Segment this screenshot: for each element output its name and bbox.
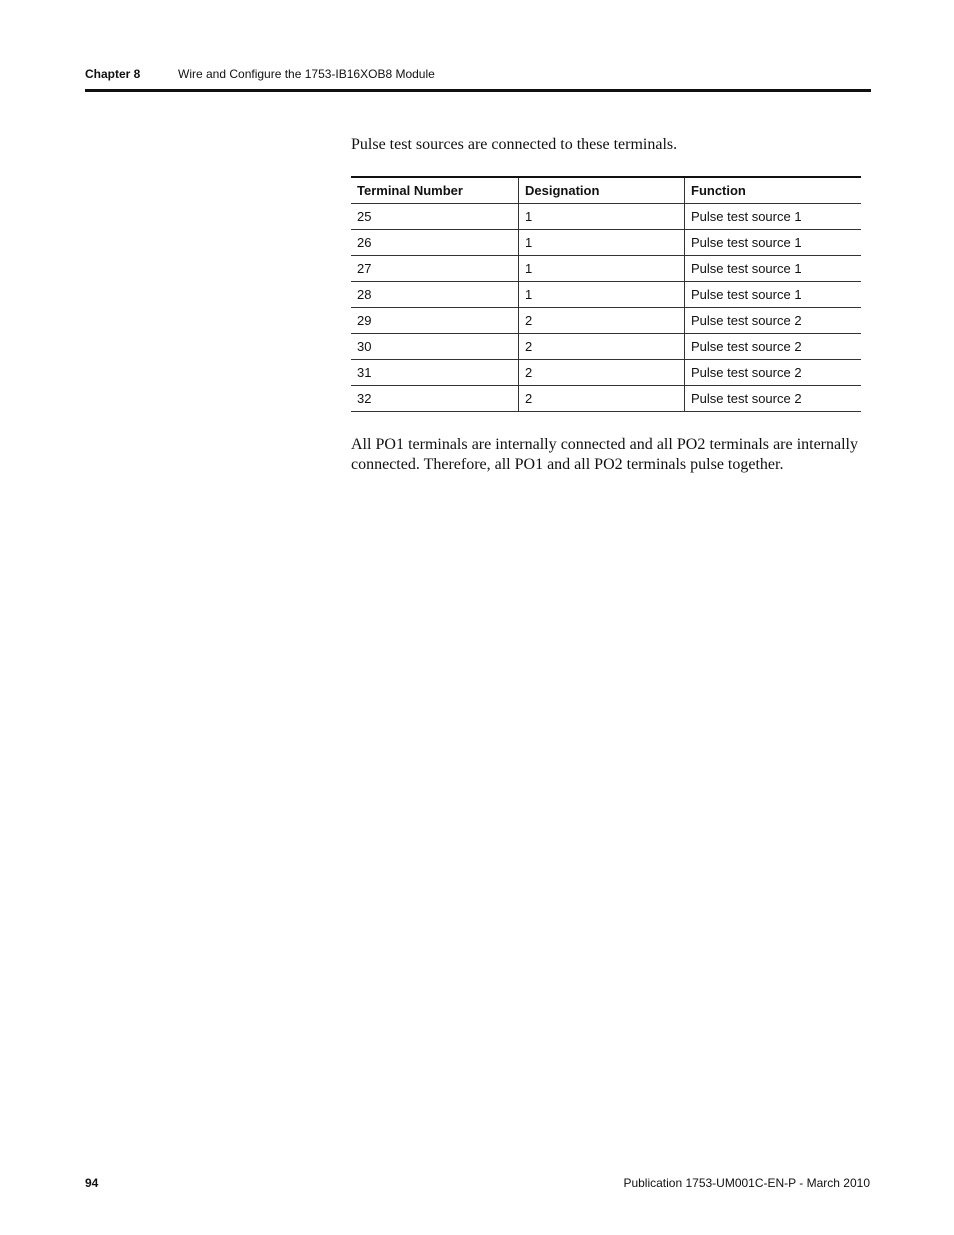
column-header-function: Function (685, 177, 862, 204)
publication-info: Publication 1753-UM001C-EN-P - March 2010 (623, 1176, 870, 1190)
table-row (351, 256, 861, 282)
terminal-number-cell: 28 (351, 282, 519, 308)
function-cell: Pulse test source 1 (685, 230, 862, 256)
chapter-label: Chapter 8 (85, 67, 141, 81)
function-cell: Pulse test source 2 (685, 360, 862, 386)
function-cell: Pulse test source 2 (685, 386, 862, 412)
column-header-designation: Designation (519, 177, 685, 204)
column-header-terminal-number: Terminal Number (351, 177, 519, 204)
table-row (351, 334, 861, 360)
designation-cell: 2 (519, 308, 685, 334)
function-cell: Pulse test source 2 (685, 308, 862, 334)
function-cell: Pulse test source 1 (685, 204, 862, 230)
terminal-number-cell: 26 (351, 230, 519, 256)
function-cell: Pulse test source 2 (685, 334, 862, 360)
table-row (351, 204, 861, 230)
terminal-table (351, 176, 861, 412)
header-rule (85, 89, 871, 92)
table-row (351, 360, 861, 386)
designation-cell: 2 (519, 360, 685, 386)
body-paragraph: All PO1 terminals are internally connected and all PO2 terminals are internally connected. Therefore, all PO1 and all PO2 terminals pulse together. (351, 436, 858, 473)
designation-cell: 2 (519, 386, 685, 412)
chapter-title: Wire and Configure the 1753-IB16XOB8 Module (178, 67, 435, 81)
terminal-number-cell: 27 (351, 256, 519, 282)
table-row (351, 230, 861, 256)
function-cell: Pulse test source 1 (685, 256, 862, 282)
terminal-number-cell: 25 (351, 204, 519, 230)
designation-cell: 2 (519, 334, 685, 360)
designation-cell: 1 (519, 256, 685, 282)
table-row (351, 308, 861, 334)
terminal-number-cell: 32 (351, 386, 519, 412)
table-row (351, 386, 861, 412)
running-header (85, 66, 435, 82)
designation-cell: 1 (519, 230, 685, 256)
intro-text: Pulse test sources are connected to these terminals. (351, 136, 678, 153)
terminal-number-cell: 31 (351, 360, 519, 386)
designation-cell: 1 (519, 204, 685, 230)
designation-cell: 1 (519, 282, 685, 308)
terminal-number-cell: 30 (351, 334, 519, 360)
table-header-row (351, 177, 861, 204)
page-number: 94 (85, 1176, 99, 1190)
function-cell: Pulse test source 1 (685, 282, 862, 308)
table-row (351, 282, 861, 308)
terminal-number-cell: 29 (351, 308, 519, 334)
